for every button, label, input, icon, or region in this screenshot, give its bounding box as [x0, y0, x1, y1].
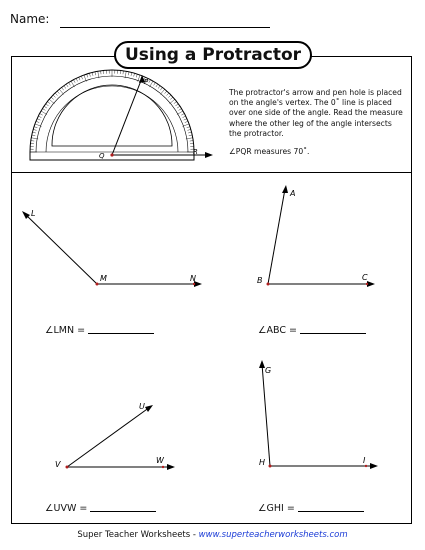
protractor-tick: [160, 89, 165, 94]
protractor-tick: [188, 132, 191, 133]
protractor-tick: [74, 80, 76, 83]
instructions-paragraph: The protractor's arrow and pen hole is placed on the angle's vertex. The 0˚ line is placed over one side of the angle. Read the measure where the other leg of the angle intersects the protractor.: [229, 88, 403, 138]
protractor-tick: [89, 73, 90, 76]
protractor: [30, 70, 194, 160]
point-label-n: N: [190, 274, 196, 283]
angle-abc: [267, 185, 376, 287]
protractor-tick: [136, 74, 137, 77]
instructions-example: ∠PQR measures 70˚.: [229, 147, 310, 157]
protractor-tick: [184, 119, 187, 120]
protractor-tick: [181, 114, 184, 116]
point-label-a: A: [290, 189, 296, 198]
protractor-tick: [174, 102, 177, 104]
protractor-tick: [46, 104, 49, 106]
protractor-tick: [66, 84, 68, 87]
protractor-tick: [42, 109, 45, 111]
point-label-q: Q: [99, 152, 105, 160]
point-label-b: B: [257, 276, 263, 285]
point-label-h: H: [259, 458, 266, 467]
ray-qp: [112, 78, 142, 155]
protractor-tick: [37, 119, 40, 120]
protractor-tick: [187, 127, 190, 128]
name-label: Name:: [10, 12, 50, 26]
protractor-tick: [32, 132, 35, 133]
angle-lmn: [22, 211, 202, 287]
protractor-tick: [62, 87, 64, 90]
point-label-p: P: [144, 78, 149, 86]
protractor-tick: [156, 84, 158, 87]
protractor-tick: [169, 99, 174, 104]
angle-ghi: [259, 360, 378, 469]
protractor-tick: [149, 80, 151, 83]
protractor-tick: [179, 109, 182, 111]
protractor-ticks: [30, 70, 194, 152]
answer-uvw-blank[interactable]: [90, 511, 156, 512]
protractor-tick: [87, 74, 88, 77]
protractor-tick: [33, 129, 36, 130]
answer-ghi-blank[interactable]: [298, 511, 364, 512]
protractor-tick: [128, 72, 129, 75]
protractor-tick: [154, 82, 156, 85]
protractor-tick: [53, 95, 56, 97]
point-label-u: U: [139, 402, 145, 411]
protractor-tick: [32, 135, 35, 136]
ray-qr-arrowhead: [205, 152, 213, 158]
point-label-l: L: [31, 209, 36, 218]
protractor-tick: [170, 97, 173, 99]
answer-ghi: [258, 503, 364, 514]
protractor-tick: [177, 106, 180, 108]
protractor-tick: [36, 121, 39, 122]
answer-lmn-label: ∠LMN =: [45, 325, 86, 336]
protractor-tick: [38, 116, 41, 118]
point-label-r: R: [193, 148, 198, 156]
answer-ghi-label: ∠GHI =: [258, 503, 295, 514]
point-label-v: V: [55, 460, 61, 469]
protractor-tick: [47, 102, 50, 104]
vertex-dot-q: [110, 153, 113, 156]
point-label-i: I: [363, 456, 366, 465]
protractor-tick: [185, 121, 188, 122]
answer-abc-label: ∠ABC =: [258, 325, 297, 336]
protractor-tick: [92, 72, 93, 75]
point-label-m: M: [100, 274, 107, 283]
protractor-tick: [59, 89, 64, 94]
protractor-tick: [134, 73, 135, 76]
protractor-tick: [165, 91, 167, 94]
answer-uvw: [45, 503, 156, 514]
worksheet-title: Using a Protractor: [114, 41, 312, 69]
protractor-tick: [49, 99, 54, 104]
protractor-tick: [189, 135, 192, 136]
protractor-tick: [168, 95, 171, 97]
protractor-tick: [183, 116, 186, 118]
instructions: [229, 88, 404, 165]
protractor-tick: [177, 111, 183, 115]
protractor-tick: [41, 111, 47, 115]
protractor-tick: [71, 81, 75, 87]
protractor-tick: [167, 93, 169, 96]
protractor-tick: [64, 86, 66, 89]
answer-lmn: [45, 325, 154, 336]
point-label-c: C: [362, 273, 368, 282]
protractor-tick: [69, 82, 71, 85]
protractor-tick: [187, 129, 190, 130]
answer-abc: [258, 325, 366, 336]
footer-url-link[interactable]: www.superteacherworksheets.com: [198, 530, 348, 540]
protractor-tick: [160, 87, 162, 90]
protractor-tick: [150, 81, 154, 87]
protractor-tick: [51, 97, 54, 99]
footer-site-name: Super Teacher Worksheets -: [77, 530, 199, 540]
protractor-tick: [79, 77, 80, 80]
protractor-tick: [95, 72, 96, 75]
point-label-w: W: [156, 456, 164, 465]
protractor-tick: [40, 114, 43, 116]
answer-uvw-label: ∠UVW =: [45, 503, 88, 514]
answer-abc-blank[interactable]: [300, 333, 366, 334]
protractor-tick: [131, 72, 132, 75]
protractor-tick: [55, 93, 57, 96]
protractor-tick: [76, 78, 78, 81]
protractor-tick: [176, 104, 179, 106]
footer: [0, 530, 425, 540]
protractor-tick: [158, 86, 160, 89]
protractor-tick: [57, 91, 59, 94]
protractor-tick: [44, 106, 47, 108]
protractor-tick: [34, 127, 37, 128]
answer-lmn-blank[interactable]: [88, 333, 154, 334]
protractor-tick: [81, 76, 82, 79]
point-label-g: G: [265, 366, 272, 375]
